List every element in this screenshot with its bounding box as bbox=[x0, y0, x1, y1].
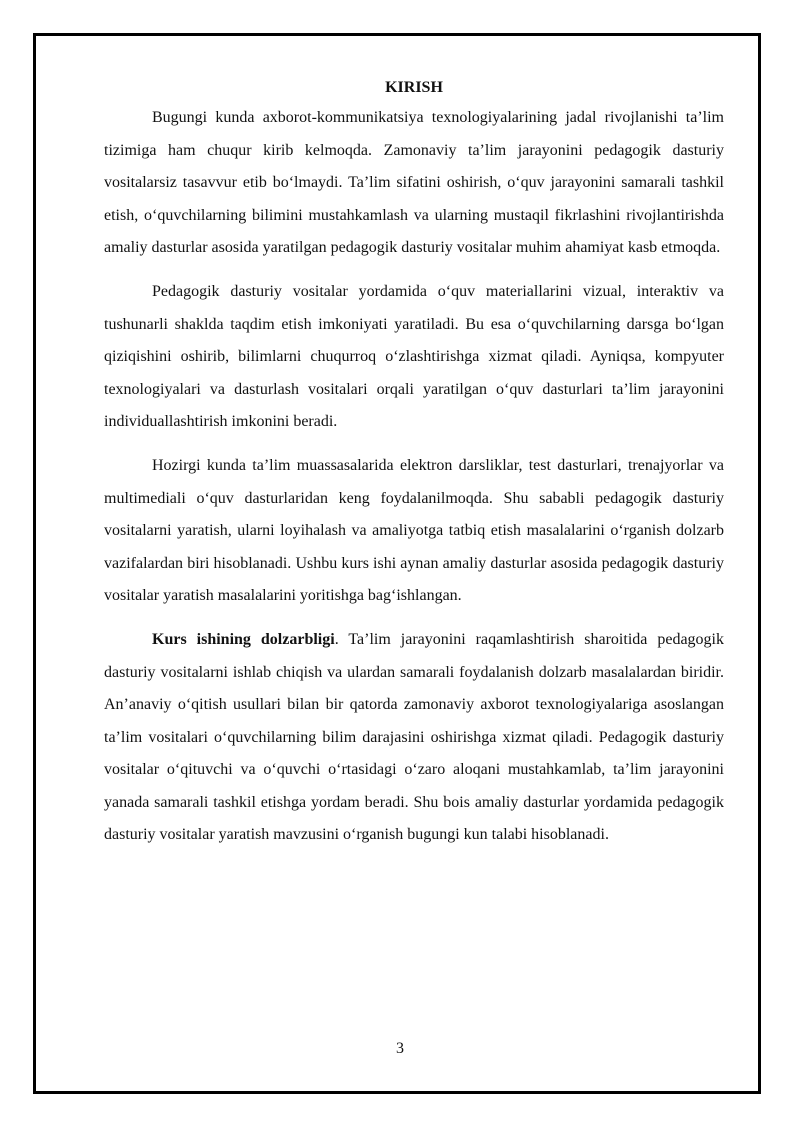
paragraph-3: Hozirgi kunda ta’lim muassasalarida elektron darsliklar, test dasturlari, trenajyorlar va multimediali o‘quv dasturlaridan keng foydalanilmoqda. Shu sababli pedagogik dasturiy vositalarni yaratish, ularni loyihalash va amaliyotga tatbiq etish masalalarini o‘rganish dolzarb vazifalardan biri hisoblanadi. Ushbu kurs ishi aynan amaliy dasturlar asosida pedagogik dasturiy vositalar yaratish masalalarini yoritishga bag‘ishlangan. bbox=[104, 456, 724, 605]
section-heading: KIRISH bbox=[385, 79, 443, 96]
relevance-text: . Ta’lim jarayonini raqamlashtirish sharoitida pedagogik dasturiy vositalarni ishlab chiqish va ulardan samarali foydalanish dolzarb masalalardan biridir. An’anaviy o‘qitish usullari bilan bir qatorda zamonaviy axborot texnologiyalariga asoslangan ta’lim vositalari o‘quvchilarning bilim darajasini oshirishga xizmat qiladi. Pedagogik dasturiy vositalar o‘qituvchi va o‘quvchi o‘rtasidagi o‘zaro aloqani mustahkamlab, ta’lim jarayonini yanada samarali tashkil etishga yordam beradi. Shu bois amaliy dasturlar yordamida pedagogik dasturiy vositalar yaratish mavzusini o‘rganish bugungi kun talabi hisoblanadi. bbox=[104, 630, 724, 844]
paragraph-1: Bugungi kunda axborot-kommunikatsiya texnologiyalarining jadal rivojlanishi ta’lim tizimiga ham chuqur kirib kelmoqda. Zamonaviy ta’lim jarayonini pedagogik dasturiy vositalarsiz tasavvur etib bo‘lmaydi. Ta’lim sifatini oshirish, o‘quv jarayonini samarali tashkil etish, o‘quvchilarning bilimini mustahkamlash va ularning mustaqil fikrlashini rivojlantirishda amaliy dasturlar asosida yaratilgan pedagogik dasturiy vositalar muhim ahamiyat kasb etmoqda. bbox=[104, 109, 724, 257]
page-number: 3 bbox=[396, 1040, 404, 1057]
relevance-lead: Kurs ishining dolzarbligi bbox=[152, 630, 335, 648]
paragraph-relevance bbox=[104, 624, 724, 852]
paragraph-2: Pedagogik dasturiy vositalar yordamida o‘quv materiallarini vizual, interaktiv va tushunarli shaklda taqdim etish imkoniyati yaratiladi. Bu esa o‘quvchilarning darsga bo‘lgan qiziqishini oshirib, bilimlarni chuqurroq o‘zlashtirishga xizmat qiladi. Ayniqsa, kompyuter texnologiyalari va dasturlash vositalari orqali yaratilgan o‘quv dasturlari ta’lim jarayonini individuallashtirish imkonini beradi. bbox=[104, 282, 724, 431]
document-body bbox=[104, 74, 724, 852]
